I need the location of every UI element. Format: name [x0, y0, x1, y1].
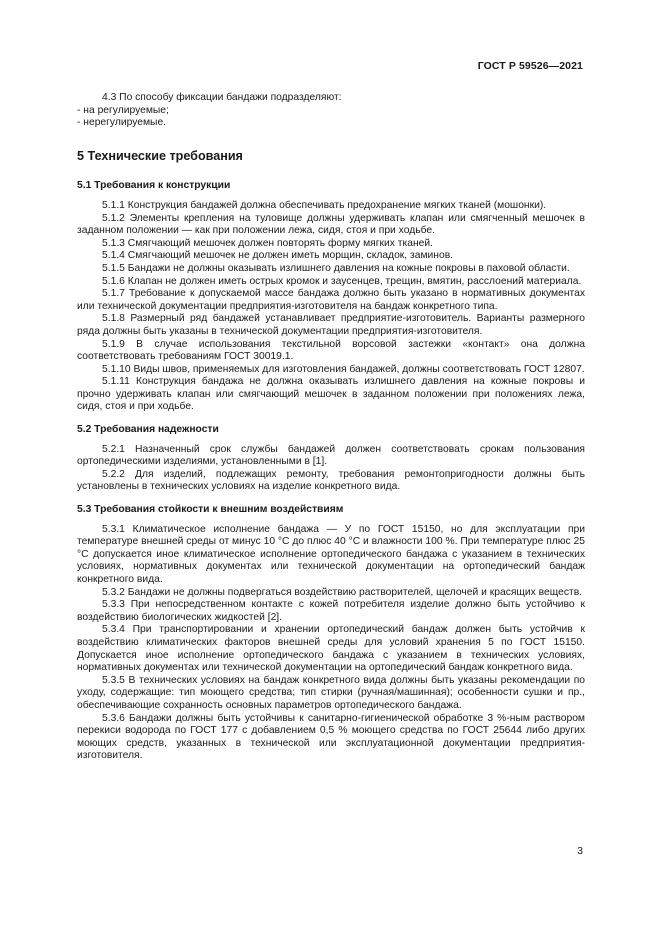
document-header: ГОСТ Р 59526—2021 [477, 60, 583, 72]
clause-5-1-8: 5.1.8 Размерный ряд бандажей устанавливает предприятие-изготовитель. Варианты размерного ряда должны быть указаны в технической документации предприятия-изготовителя. [77, 313, 585, 337]
subsection-5-3-title: 5.3 Требования стойкости к внешним воздействиям [77, 504, 344, 516]
clause-5-1-3: 5.1.3 Смягчающий мешочек должен повторять форму мягких тканей. [102, 237, 433, 249]
clause-5-1-1: 5.1.1 Конструкция бандажей должна обеспечивать предохранение мягких тканей (мошонки). [102, 199, 547, 211]
clause-5-1-4: 5.1.4 Смягчающий мешочек не должен иметь морщин, складок, заминов. [102, 250, 454, 262]
clause-5-3-5: 5.3.5 В технических условиях на бандаж конкретного вида должны быть указаны рекомендации по уходу, содержащие: тип моющего средства; тип стирки (ручная/машинная); особенности сушки и пр., обеспечивающие сохранность основных параметров ортопедического бандажа. [77, 674, 585, 711]
clause-5-3-6: 5.3.6 Бандажи должны быть устойчивы к санитарно-гигиенической обработке 3 %-ным раствором перекиси водорода по ГОСТ 177 с добавлением 0,5 % моющего средства по ГОСТ 25644 либо других моющих средств, указанных в технической или эксплуатационной документации предприятия-изготовителя. [77, 712, 585, 762]
paragraph-4-3: 4.3 По способу фиксации бандажи подразделяют: [102, 92, 342, 103]
section-5-title: 5 Технические требования [77, 148, 243, 163]
clause-5-3-4: 5.3.4 При транспортировании и хранении ортопедический бандаж должен быть устойчив к воздействию климатических факторов внешней среды для условий хранения 5 по ГОСТ 15150. Допускается иное исполнение ортопедического бандажа с указанием в технических условиях, нормативных документах или технической документации на ортопедический бандаж конкретного вида. [77, 624, 585, 674]
clause-5-1-11: 5.1.11 Конструкция бандажа не должна оказывать излишнего давления на кожные покровы и прочно удерживать клапан или смягчающий мешочек в заданном положении при положениях лежа, сидя, стоя и при ходьбе. [77, 376, 585, 413]
page-number: 3 [577, 845, 583, 857]
list-item: - на регулируемые; [77, 104, 169, 116]
clause-5-1-2: 5.1.2 Элементы крепления на туловище должны удерживать клапан или смягченный мешочек в заданном положении — как при положении лежа, сидя, стоя и при ходьбе. [77, 212, 585, 237]
clause-5-2-2: 5.2.2 Для изделий, подлежащих ремонту, требования ремонтопригодности должны быть установлены в технических условиях на изделие конкретного вида. [77, 468, 585, 493]
clause-5-1-7: 5.1.7 Требование к допускаемой массе бандажа должно быть указано в нормативных документах или технической документации предприятия-изготовителя на бандаж конкретного типа. [77, 288, 585, 312]
clause-5-2-1: 5.2.1 Назначенный срок службы бандажей должен соответствовать срокам пользования ортопедическими изделиями, установленными в [1]. [77, 443, 585, 468]
clause-5-1-6: 5.1.6 Клапан не должен иметь острых кромок и заусенцев, трещин, вмятин, расслоений материала. [102, 275, 582, 287]
subsection-5-2-title: 5.2 Требования надежности [77, 424, 219, 436]
list-item: - нерегулируемые. [77, 117, 167, 129]
clause-5-1-5: 5.1.5 Бандажи не должны оказывать излишнего давления на кожные покровы в паховой области. [102, 262, 570, 274]
clause-5-3-1: 5.3.1 Климатическое исполнение бандажа — У по ГОСТ 15150, но для эксплуатации при температуре внешней среды от минус 10 °С до плюс 40 °С и влажности 100 %. При температуре плюс 25 °С допускается иное климатическое исполнение ортопедического бандажа с указанием в технических условиях, нормативных документах или технической документации на ортопедический бандаж конкретного вида. [77, 523, 585, 585]
clause-5-3-2: 5.3.2 Бандажи не должны подвергаться воздействию растворителей, щелочей и красящих веществ. [102, 586, 583, 598]
clause-5-1-9: 5.1.9 В случае использования текстильной ворсовой застежки «контакт» она должна соответствовать требованиям ГОСТ 30019.1. [77, 338, 585, 363]
clause-5-1-10: 5.1.10 Виды швов, применяемых для изготовления бандажей, должны соответствовать ГОСТ 12807. [102, 363, 585, 375]
clause-5-3-3: 5.3.3 При непосредственном контакте с кожей потребителя изделие должно быть устойчиво к воздействию биологических жидкостей [2]. [77, 599, 585, 623]
document-body [77, 92, 585, 763]
subsection-5-1-title: 5.1 Требования к конструкции [77, 180, 231, 192]
